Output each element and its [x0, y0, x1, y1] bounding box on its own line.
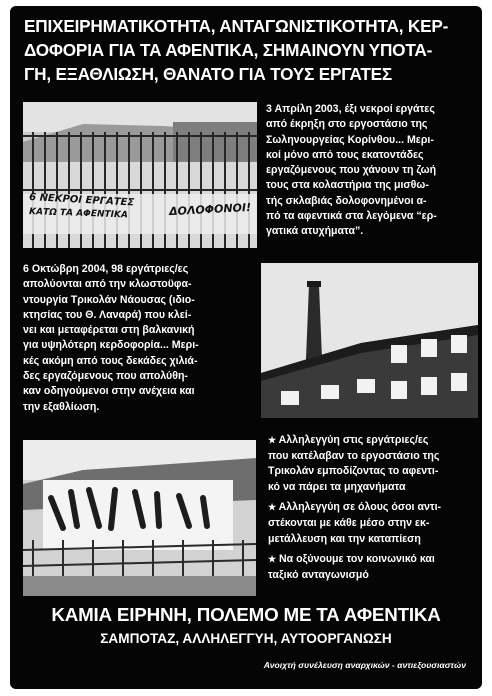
main-slogan: ΚΑΜΙΑ ΕΙΡΗΝΗ, ΠΟΛΕΜΟ ΜΕ ΤΑ ΑΦΕΝΤΙΚΑ: [51, 604, 441, 625]
demand-item: ★ Αλληλεγγύη σε όλους όσοι αντι- στέκονται με κάθε μέσο στην εκ- μετάλλευση και την καταπίεση: [268, 501, 442, 545]
demand-item: ★ Να οξύνουμε τον κοινωνικό και ταξικό ανταγωνισμό: [268, 553, 435, 581]
graffiti-line-3: ΔΟΛΟΦΟΝΟΙ!: [168, 200, 252, 219]
sub-slogan: ΣΑΜΠΟΤΑΖ, ΑΛΛΗΛΕΓΓΥΗ, ΑΥΤΟΟΡΓΑΝΩΣΗ: [100, 631, 392, 646]
paragraph-korinthos: 3 Απρίλη 2003, έξι νεκροί εργάτες από έκρηξη στο εργοστάσιο της Σωληνουργείας Κορίνθου... Μερι- κοί μόνο από τους εκατοντάδες εργαζόμενους που χάνουν τη ζωή τους στα κολαστήρια της μισθω- τής σκλαβιάς δολοφονημένοι α- πό τα αφεντικά στα λεγόμενα “ερ- γατικά ατυχήματα”.: [266, 103, 437, 238]
star-icon: ★: [268, 554, 277, 565]
star-icon: ★: [268, 435, 277, 445]
paragraph-trikolan: 6 Οκτώβρη 2004, 98 εργάτριες/ες απολύονται από την κλωστοϋφα- ντουργία Τρικολάν Νάουσας (ιδιο- κτησίας του Θ. Λαναρά) που κλεί- νει και μεταφέρεται στη βαλκανική για υψηλότερη κερδοφορία... Μερι- κές ακόμη από τους δεκάδες χιλιά- δες εργαζόμενους που απολύθη- καν οδηγούμενοι στην ανέχεια και την εξαθλίωση.: [23, 263, 199, 413]
factory-chimney-photo: [261, 263, 478, 418]
headline: ΕΠΙΧΕΙΡΗΜΑΤΙΚΟΤΗΤΑ, ΑΝΤΑΓΩΝΙΣΤΙΚΟΤΗΤΑ, ΚΕΡ- ΔΟΦΟΡΙΑ ΓΙΑ ΤΑ ΑΦΕΝΤΙΚΑ, ΣΗΜΑΙΝΟΥΝ ΥΠΟΤΑ- ΓΗ, ΕΞΑΘΛΙΩΣΗ, ΘΑΝΑΤΟ ΓΙΑ ΤΟΥΣ ΕΡΓΑΤΕΣ: [24, 16, 449, 84]
signature: Ανοιχτή συνέλευση αναρχικών - αντιεξουσιαστών: [263, 660, 466, 670]
demand-item: ★ Αλληλεγγύη στις εργάτριες/ες που κατέλαβαν το εργοστάσιο της Τρικολάν εμποδίζοντας το αφεντι- κό να πάρει τα μηχανήματα: [268, 434, 440, 493]
graffiti-line-1: 6 ΝΕΚΡΟΙ ΕΡΓΑΤΕΣ: [28, 192, 135, 209]
demands-list: [268, 433, 478, 588]
occupied-factory-banner-photo: [23, 440, 256, 596]
star-icon: ★: [268, 502, 277, 513]
factory-gate-photo: [23, 102, 257, 248]
graffiti-line-2: ΚΑΤΩ ΤΑ ΑΦΕΝΤΙΚΑ: [28, 207, 129, 221]
poster: [10, 6, 482, 689]
graffiti-text: [28, 192, 257, 223]
